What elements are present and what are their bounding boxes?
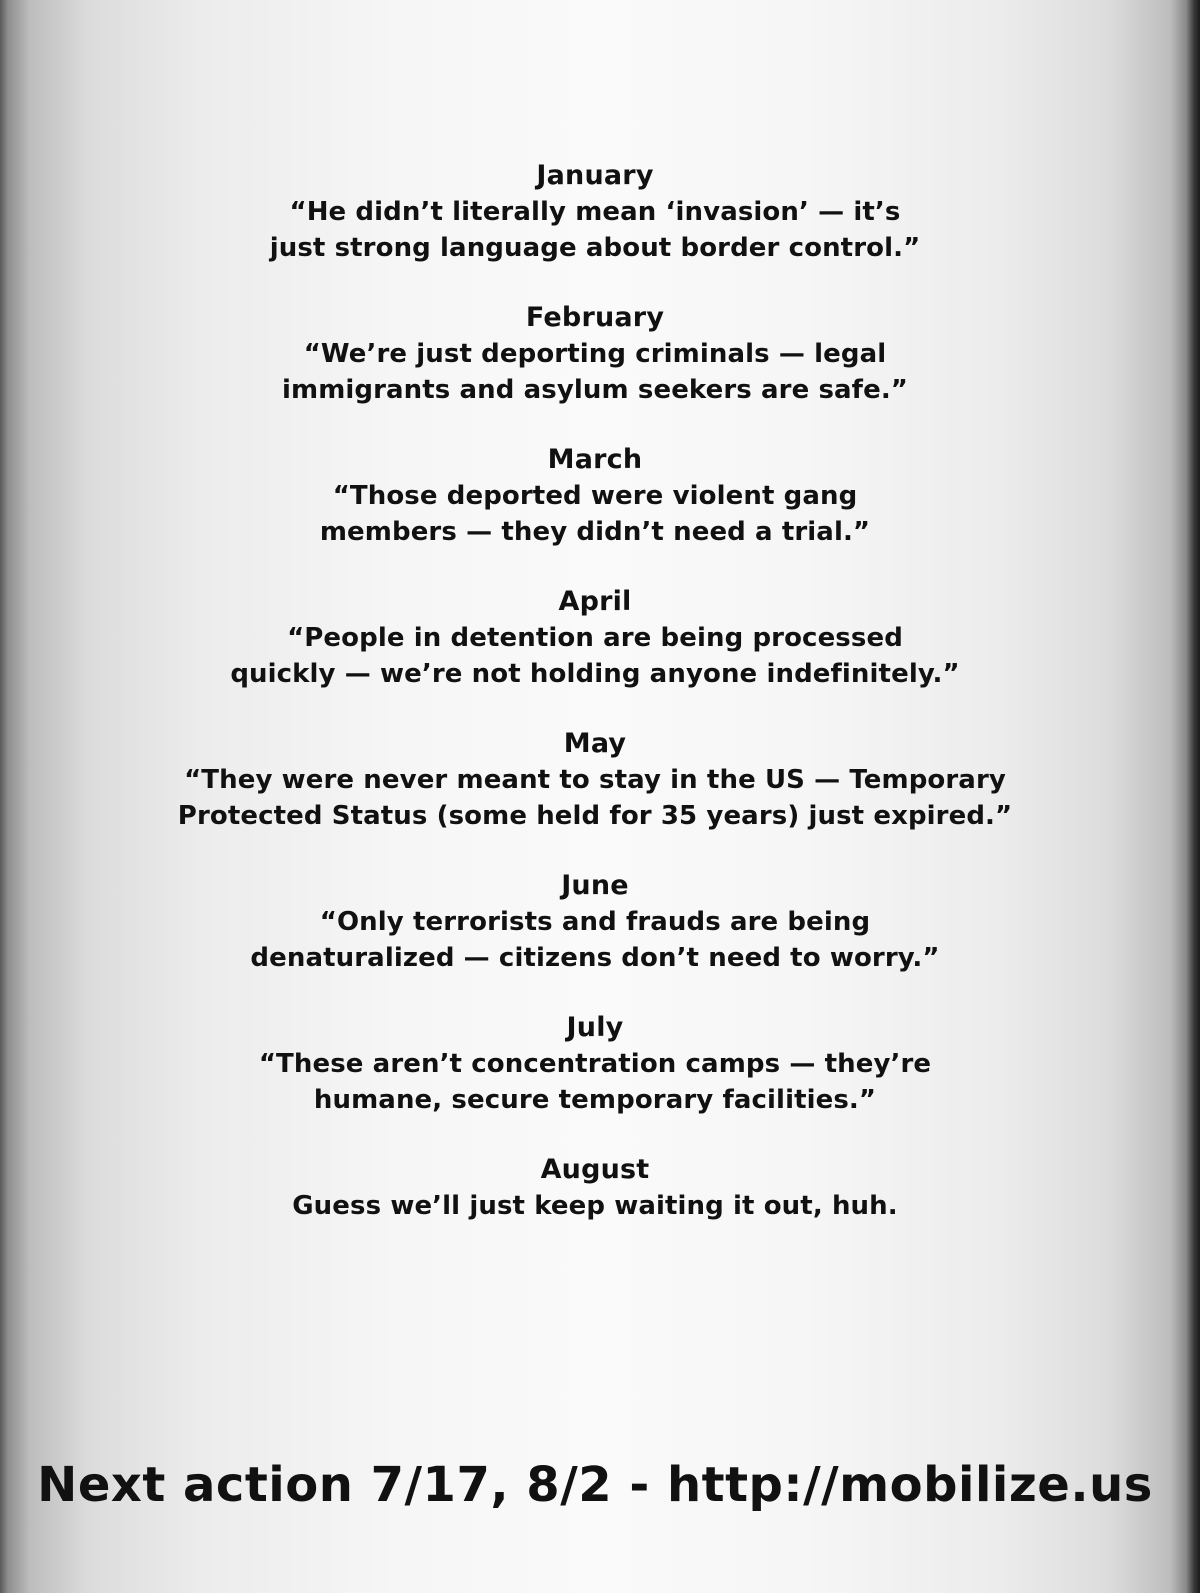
quote-text: “They were never meant to stay in the US — Temporary Protected Status (some held for 35 years) just expired.” xyxy=(177,765,1013,831)
timeline xyxy=(0,158,1190,1258)
timeline-entry-march xyxy=(0,442,1190,550)
quote-text: “He didn’t literally mean ‘invasion’ — it’s just strong language about border control.” xyxy=(269,197,921,263)
month-heading: February xyxy=(525,302,665,333)
quote-text: “These aren’t concentration camps — they’re humane, secure temporary facilities.” xyxy=(258,1049,932,1115)
timeline-entry-june xyxy=(0,868,1190,976)
quote-text: “Those deported were violent gang members — they didn’t need a trial.” xyxy=(319,481,871,547)
timeline-entry-july xyxy=(0,1010,1190,1118)
next-action-footer: Next action 7/17, 8/2 - http://mobilize.us xyxy=(37,1457,1153,1513)
month-heading: March xyxy=(547,444,643,475)
timeline-entry-april xyxy=(0,584,1190,692)
month-heading: August xyxy=(540,1154,650,1185)
timeline-entry-january xyxy=(0,158,1190,266)
month-heading: June xyxy=(561,870,629,901)
timeline-entry-may xyxy=(0,726,1190,834)
quote-text: “We’re just deporting criminals — legal immigrants and asylum seekers are safe.” xyxy=(281,339,908,405)
timeline-entry-august xyxy=(0,1152,1190,1224)
quote-text: “Only terrorists and frauds are being denaturalized — citizens don’t need to worry.” xyxy=(250,907,940,973)
quote-text: Guess we’ll just keep waiting it out, huh. xyxy=(292,1191,898,1221)
month-heading: July xyxy=(566,1012,624,1043)
month-heading: January xyxy=(536,160,654,191)
month-heading: April xyxy=(558,586,632,617)
quote-text: “People in detention are being processed quickly — we’re not holding anyone indefinitely.” xyxy=(230,623,960,689)
month-heading: May xyxy=(563,728,627,759)
timeline-entry-february xyxy=(0,300,1190,408)
